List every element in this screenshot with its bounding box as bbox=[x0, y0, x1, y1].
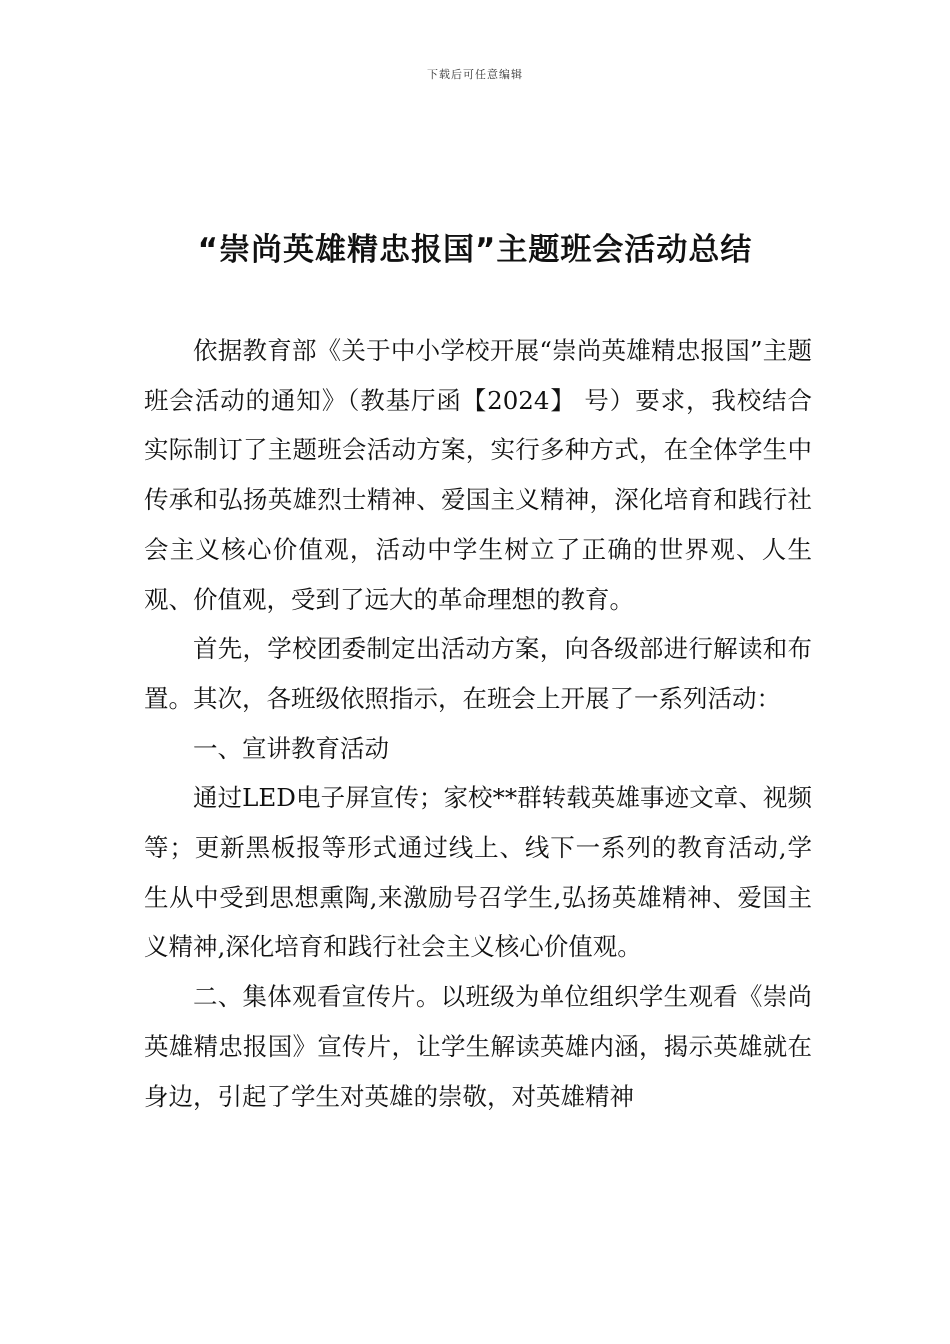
paragraph-publicity: 通过LED电子屏宣传；家校**群转载英雄事迹文章、视频等；更新黑板报等形式通过线上、线下一系列的教育活动,学生从中受到思想熏陶,来激励号召学生,弘扬英雄精神、爱国主义精神,深化培育和践行社会主义核心价值观。 bbox=[144, 783, 812, 962]
header-note: 下载后可任意编辑 bbox=[427, 68, 523, 81]
paragraph-intro: 依据教育部《关于中小学校开展“崇尚英雄精忠报国”主题班会活动的通知》（教基厅函【2024】 号）要求，我校结合实际制订了主题班会活动方案，实行多种方式，在全体学生中传承和弘扬英雄烈士精神、爱国主义精神，深化培育和践行社会主义核心价值观，活动中学生树立了正确的世界观、人生观、价值观，受到了远大的革命理想的教育。 bbox=[144, 336, 812, 614]
paragraph-video: 二、集体观看宣传片。以班级为单位组织学生观看《崇尚英雄精忠报国》宣传片，让学生解读英雄内涵，揭示英雄就在身边，引起了学生对英雄的崇敬，对英雄精神 bbox=[144, 982, 812, 1111]
document-title: “崇尚英雄精忠报国”主题班会活动总结 bbox=[197, 232, 753, 268]
paragraph-arrangement: 首先，学校团委制定出活动方案，向各级部进行解读和布置。其次，各班级依照指示，在班会上开展了一系列活动： bbox=[144, 634, 812, 713]
section-heading-1: 一、宣讲教育活动 bbox=[193, 733, 389, 763]
document-body bbox=[144, 326, 812, 1121]
